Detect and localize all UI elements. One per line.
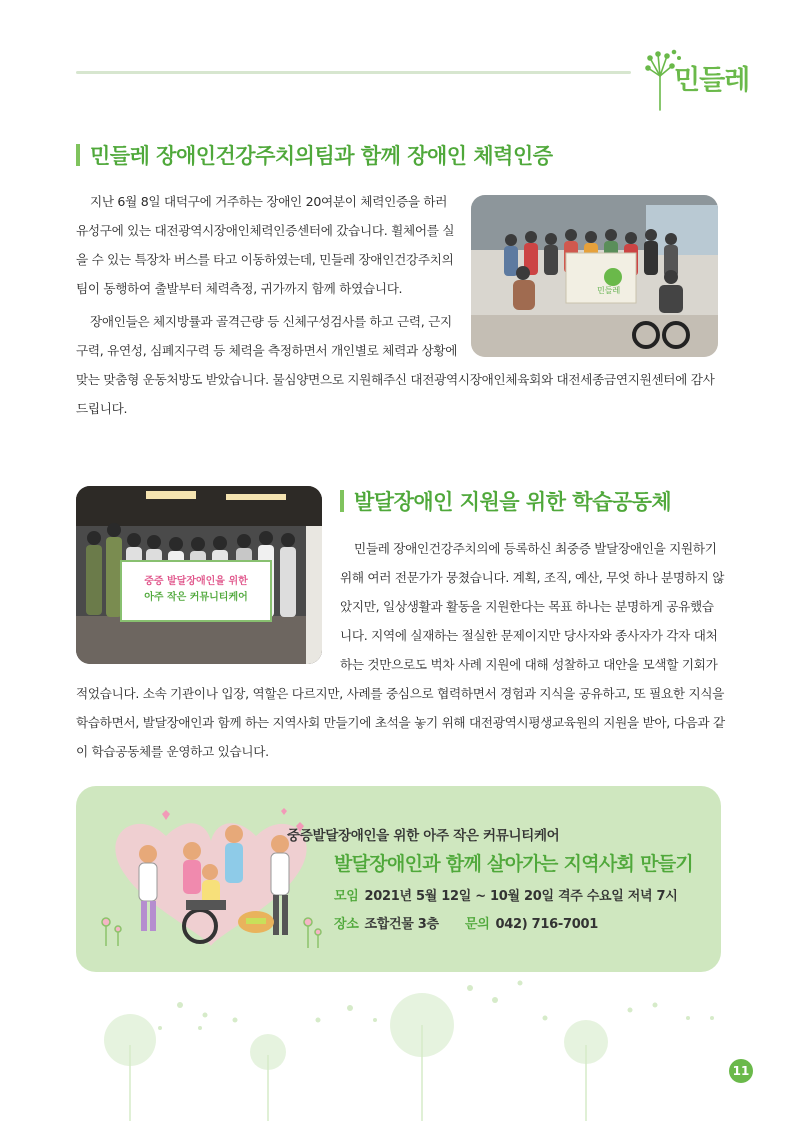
text-line: 구력, 유연성, 심폐지구력 등 체력을 측정하면서 개인별로 체력과 상황에 [76, 343, 458, 358]
text-line: 민들레 장애인건강주치의에 등록하신 최중증 발달장애인을 지원하기 [354, 541, 717, 556]
promo-title: 발달장애인과 함께 살아가는 지역사회 만들기 [334, 853, 694, 875]
event-info-box [76, 786, 721, 972]
contact-value: 042) 716-7001 [495, 917, 598, 932]
section1-heading [76, 140, 553, 170]
text-line: 을 수 있는 특장차 버스를 타고 이동하였는데, 민들레 장애인건강주치의 [76, 252, 454, 267]
section2-heading [340, 486, 671, 516]
text-line: 유성구에 있는 대전광역시장애인체력인증센터에 갔습니다. 휠체어를 실 [76, 223, 455, 238]
text-line: 장애인들은 체지방률과 골격근량 등 신체구성검사를 하고 근력, 근지 [90, 314, 452, 329]
heading-bar [340, 490, 344, 512]
header-divider [76, 71, 631, 74]
when-value: 2021년 5월 12일 ~ 10월 20일 격주 수요일 저녁 7시 [364, 889, 678, 904]
text-line: 이 학습공동체를 운영하고 있습니다. [76, 744, 269, 759]
brand-name: 민들레 [674, 65, 750, 96]
dandelion-decoration [0, 980, 793, 1121]
brand-logo [644, 46, 754, 112]
heading-bar [76, 144, 80, 166]
place-label: 장소 [334, 917, 359, 932]
contact-label: 문의 [465, 917, 490, 932]
section2-heading-text: 발달장애인 지원을 위한 학습공동체 [354, 490, 672, 514]
text-line: 위해 여러 전문가가 뭉쳤습니다. 계획, 조직, 예산, 무엇 하나 분명하지 않 [340, 570, 725, 585]
text-line: 적었습니다. 소속 기관이나 입장, 역할은 다르지만, 사례를 중심으로 협력하면서 경험과 지식을 공유하고, 또 필요한 지식을 [76, 686, 725, 701]
text-line: 드립니다. [76, 401, 128, 416]
section2-paragraph-bottom [76, 679, 725, 766]
promo-place [334, 913, 439, 932]
photo2-banner-line2: 아주 작은 커뮤니티케어 [144, 592, 248, 603]
section1-paragraph1 [76, 187, 456, 303]
learning-group-photo [76, 486, 322, 664]
promo-subtitle: 중증발달장애인을 위한 아주 작은 커뮤니티케어 [287, 828, 560, 844]
fitness-group-photo [471, 195, 718, 357]
section2-paragraph-top [340, 534, 725, 679]
text-line: 니다. 지역에 실재하는 절실한 문제이지만 당사자와 종사자가 각자 대처 [340, 628, 718, 643]
when-label: 모임 [334, 889, 359, 904]
text-line: 하는 것만으로도 벅차 사례 지원에 대해 성찰하고 대안을 모색할 기회가 [340, 657, 718, 672]
photo1-banner-text: 민들레 [597, 286, 621, 295]
text-line: 학습하면서, 발달장애인과 함께 하는 지역사회 만들기에 초석을 놓기 위해 대전광역시평생교육원의 지원을 받아, 다음과 같 [76, 715, 725, 730]
text-line: 았지만, 일상생활과 활동을 지원한다는 목표 하나는 분명하게 공유했습 [340, 599, 714, 614]
promo-when [334, 885, 677, 904]
text-line: 맞는 맞춤형 운동처방도 받았습니다. 물심양면으로 지원해주신 대전광역시장애인체육회와 대전세종금연지원센터에 감사 [76, 372, 715, 387]
photo2-banner-line1: 중증 발달장애인을 위한 [144, 576, 248, 587]
place-value: 조합건물 3층 [364, 917, 439, 932]
text-line: 팀이 동행하여 출발부터 체력측정, 귀가까지 함께 하였습니다. [76, 281, 403, 296]
community-illustration [96, 796, 326, 966]
text-line: 지난 6월 8일 대덕구에 거주하는 장애인 20여분이 체력인증을 하러 [90, 194, 448, 209]
promo-contact [465, 913, 598, 932]
page-number: 11 [729, 1059, 753, 1083]
section1-heading-text: 민들레 장애인건강주치의팀과 함께 장애인 체력인증 [90, 144, 553, 168]
